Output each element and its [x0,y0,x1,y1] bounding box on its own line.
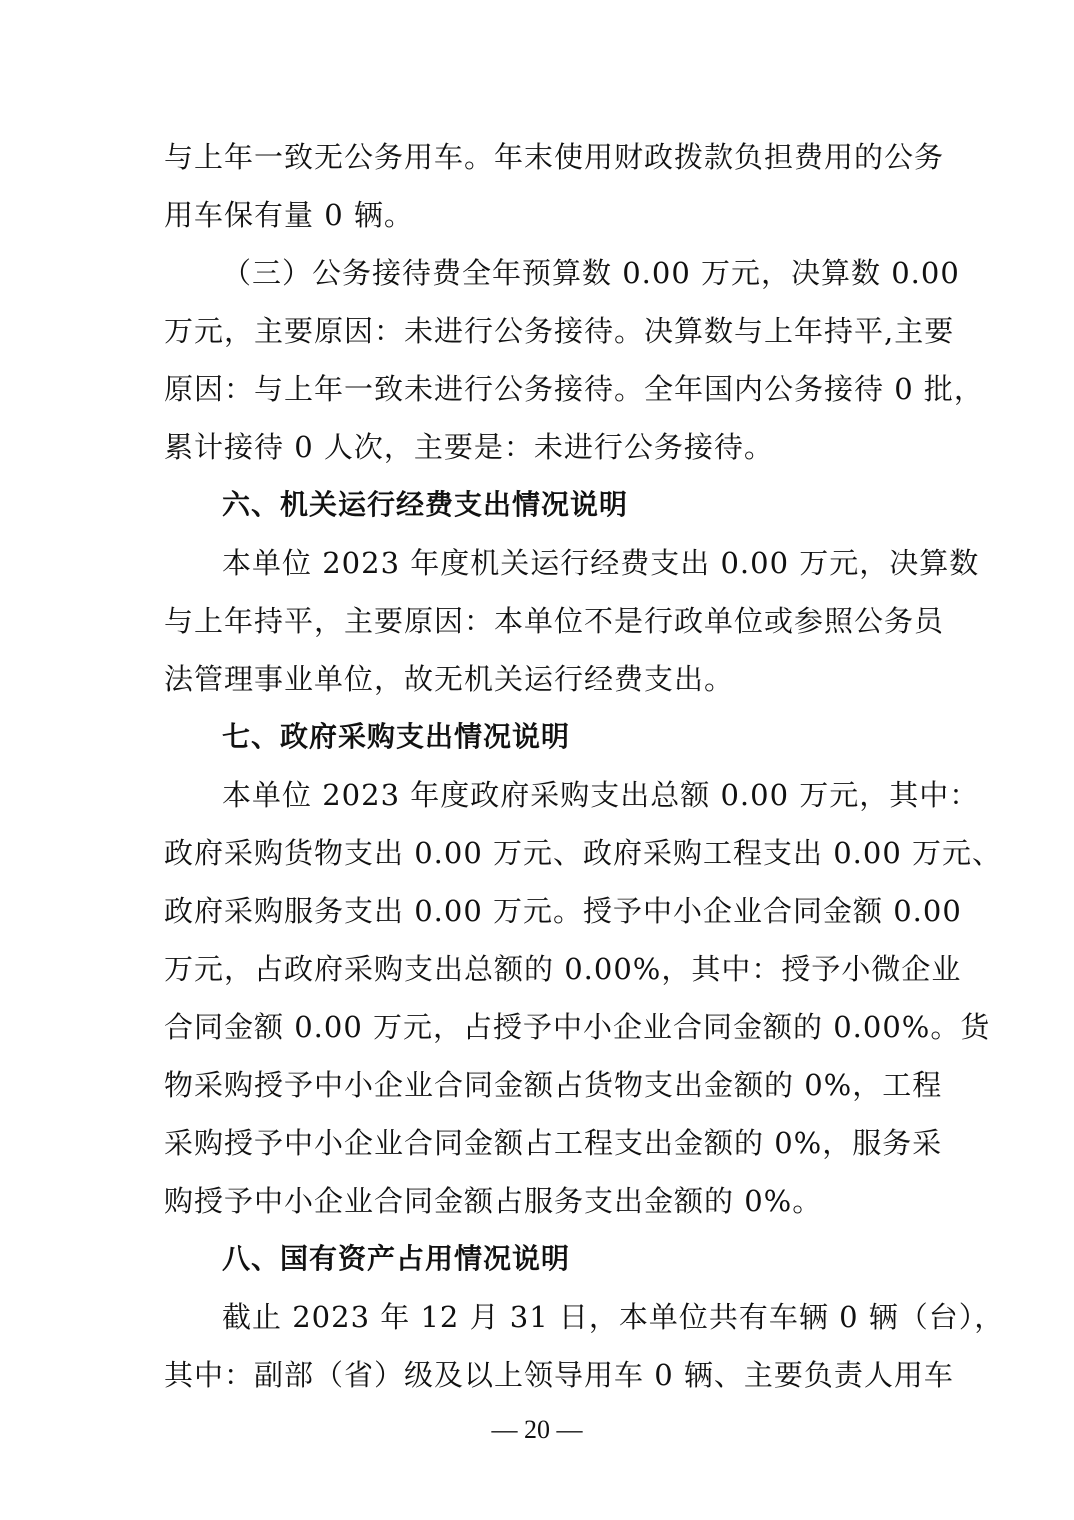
body-text-line: 本单位 2023 年度政府采购支出总额 0.00 万元，其中： [222,778,980,812]
body-text-line: （三）公务接待费全年预算数 0.00 万元，决算数 0.00 [222,256,960,290]
body-text-line: 万元，占政府采购支出总额的 0.00%，其中：授予小微企业 [164,952,962,986]
section-heading: 六、机关运行经费支出情况说明 [222,488,629,521]
body-text-line: 与上年一致无公务用车。年末使用财政拨款负担费用的公务 [164,140,945,174]
section-heading: 八、国有资产占用情况说明 [222,1242,571,1275]
document-body [164,128,1005,1404]
body-text-line: 购授予中小企业合同金额占服务支出金额的 0%。 [164,1184,823,1218]
body-text-line: 万元，主要原因：未进行公务接待。决算数与上年持平,主要 [164,314,955,348]
body-text-line: 原因：与上年一致未进行公务接待。全年国内公务接待 0 批， [164,372,984,406]
body-text-line: 物采购授予中小企业合同金额占货物支出金额的 0%，工程 [164,1068,943,1102]
body-text-line: 合同金额 0.00 万元，占授予中小企业合同金额的 0.00%。货 [164,1010,991,1044]
body-text-line: 政府采购服务支出 0.00 万元。授予中小企业合同金额 0.00 [164,894,962,928]
body-text-line: 用车保有量 0 辆。 [164,198,414,232]
body-text-line: 累计接待 0 人次，主要是：未进行公务接待。 [164,430,774,464]
body-text-line: 法管理事业单位，故无机关运行经费支出。 [164,662,735,696]
section-heading: 七、政府采购支出情况说明 [222,720,571,753]
body-text-line: 截止 2023 年 12 月 31 日，本单位共有车辆 0 辆（台）， [222,1300,1005,1334]
body-text-line: 采购授予中小企业合同金额占工程支出金额的 0%，服务采 [164,1126,943,1160]
body-text-line: 本单位 2023 年度机关运行经费支出 0.00 万元，决算数 [222,546,980,580]
body-text-line: 政府采购货物支出 0.00 万元、政府采购工程支出 0.00 万元、 [164,836,1003,870]
body-text-line: 其中：副部（省）级及以上领导用车 0 辆、主要负责人用车 [164,1358,954,1392]
body-text-line: 与上年持平，主要原因：本单位不是行政单位或参照公务员 [164,604,945,638]
page-number: — 20 — [491,1415,583,1444]
